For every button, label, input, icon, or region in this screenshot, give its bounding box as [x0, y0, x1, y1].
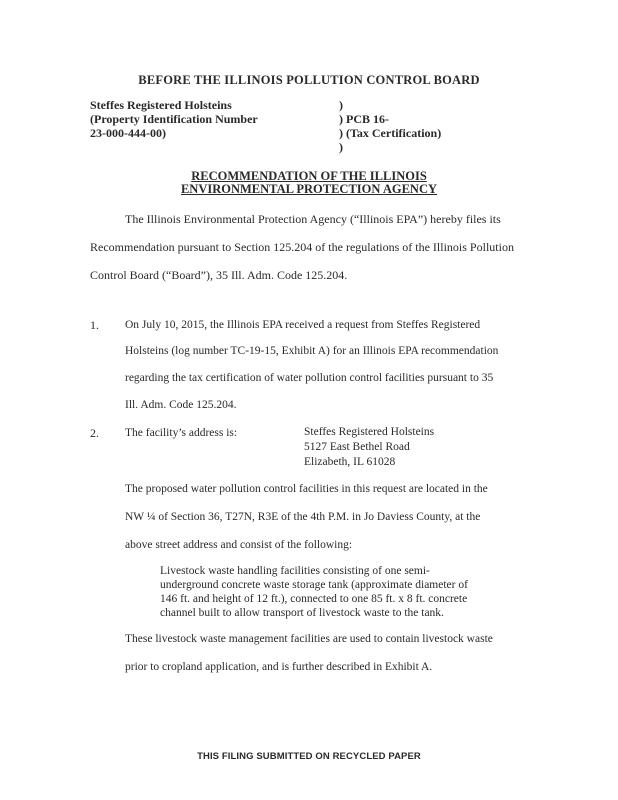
address-line: Elizabeth, IL 61028: [304, 456, 396, 468]
court-heading: BEFORE THE ILLINOIS POLLUTION CONTROL BOARD: [138, 73, 480, 87]
recommendation-title: [0, 170, 618, 196]
title-line: ENVIRONMENTAL PROTECTION AGENCY: [180, 182, 438, 196]
intro-line: Recommendation pursuant to Section 125.204 of the regulations of the Illinois Pollution: [90, 240, 514, 254]
case-caption-docket: [339, 98, 441, 154]
caption-paren: ): [339, 140, 343, 154]
facility-description: [160, 564, 468, 620]
docket-number: ) PCB 16-: [339, 112, 389, 126]
location-line: above street address and consist of the following:: [125, 539, 353, 551]
description-line: Livestock waste handling facilities consisting of one semi-: [160, 565, 430, 577]
intro-line: The Illinois Environmental Protection Agency (“Illinois EPA”) hereby files its: [125, 212, 501, 226]
recycled-paper-footer: THIS FILING SUBMITTED ON RECYCLED PAPER: [197, 751, 421, 762]
item1-line: On July 10, 2015, the Illinois EPA received a request from Steffes Registered: [125, 319, 481, 331]
address-line: Steffes Registered Holsteins: [304, 426, 435, 438]
address-label: The facility’s address is:: [125, 427, 238, 439]
party-name: Steffes Registered Holsteins: [90, 98, 232, 112]
closing-line: These livestock waste management facilities are used to contain livestock waste: [125, 633, 493, 645]
description-line: channel built to allow transport of livestock waste to the tank.: [160, 607, 444, 619]
closing-line: prior to cropland application, and is further described in Exhibit A.: [125, 661, 433, 673]
item1-line: regarding the tax certification of water pollution control facilities pursuant to 35: [125, 372, 494, 384]
caption-paren: ): [339, 98, 343, 112]
item1-line: Holsteins (log number TC-19-15, Exhibit A) for an Illinois EPA recommendation: [125, 345, 499, 357]
item-number: 2.: [90, 426, 99, 440]
description-line: 146 ft. and height of 12 ft.), connected to one 85 ft. x 8 ft. concrete: [160, 593, 468, 605]
title-line: RECOMMENDATION OF THE ILLINOIS: [191, 169, 427, 183]
property-id-number: 23-000-444-00): [90, 126, 166, 140]
location-line: The proposed water pollution control facilities in this request are located in the: [125, 483, 488, 495]
item-number: 1.: [90, 318, 99, 332]
property-id-line: (Property Identification Number: [90, 112, 258, 126]
case-caption-party: [90, 98, 258, 140]
facility-address: [304, 425, 434, 470]
address-line: 5127 East Bethel Road: [304, 441, 410, 453]
item1-line: Ill. Adm. Code 125.204.: [125, 399, 237, 411]
case-type: ) (Tax Certification): [339, 126, 442, 140]
intro-line: Control Board (“Board”), 35 Ill. Adm. Code 125.204.: [90, 268, 348, 282]
description-line: underground concrete waste storage tank (approximate diameter of: [160, 579, 468, 591]
location-line: NW ¼ of Section 36, T27N, R3E of the 4th P.M. in Jo Daviess County, at the: [125, 511, 481, 523]
